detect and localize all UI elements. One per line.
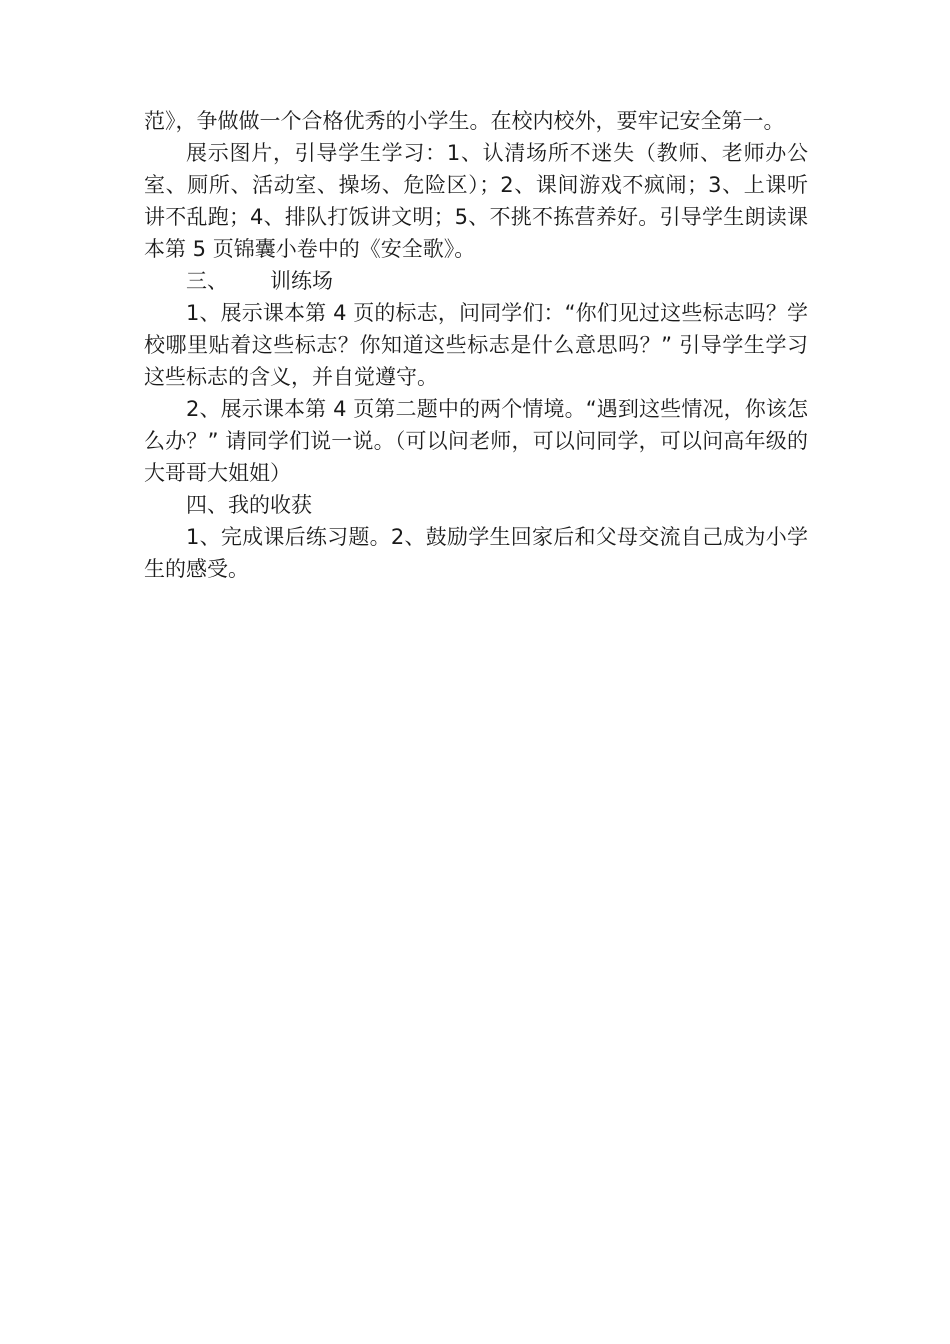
paragraph-show-pictures: 展示图片，引导学生学习：1、认清场所不迷失（教师、老师办公室、厕所、活动室、操场、危险区）；2、课间游戏不疯闹；3、上课听讲不乱跑；4、排队打饭讲文明；5、不挑不拣营养好。引导学生朗读课本第 5 页锦囊小卷中的《安全歌》。 bbox=[144, 141, 808, 261]
section-heading-gains: 四、我的收获 bbox=[186, 493, 312, 517]
section-heading-training bbox=[144, 265, 808, 297]
paragraph-intro: 范》，争做做一个合格优秀的小学生。在校内校外，要牢记安全第一。 bbox=[144, 109, 785, 133]
section-number: 三、 bbox=[186, 269, 228, 293]
paragraph-homework: 1、完成课后练习题。2、鼓励学生回家后和父母交流自己成为小学生的感受。 bbox=[144, 525, 808, 581]
section-title: 训练场 bbox=[270, 269, 333, 293]
paragraph-situations: 2、展示课本第 4 页第二题中的两个情境。“遇到这些情况，你该怎么办？” 请同学们说一说。（可以问老师，可以问同学，可以问高年级的大哥哥大姐姐） bbox=[144, 397, 808, 485]
document-body bbox=[144, 105, 808, 585]
paragraph-signs: 1、展示课本第 4 页的标志，问同学们：“你们见过这些标志吗？学校哪里贴着这些标志？你知道这些标志是什么意思吗？” 引导学生学习这些标志的含义，并自觉遵守。 bbox=[144, 301, 808, 389]
